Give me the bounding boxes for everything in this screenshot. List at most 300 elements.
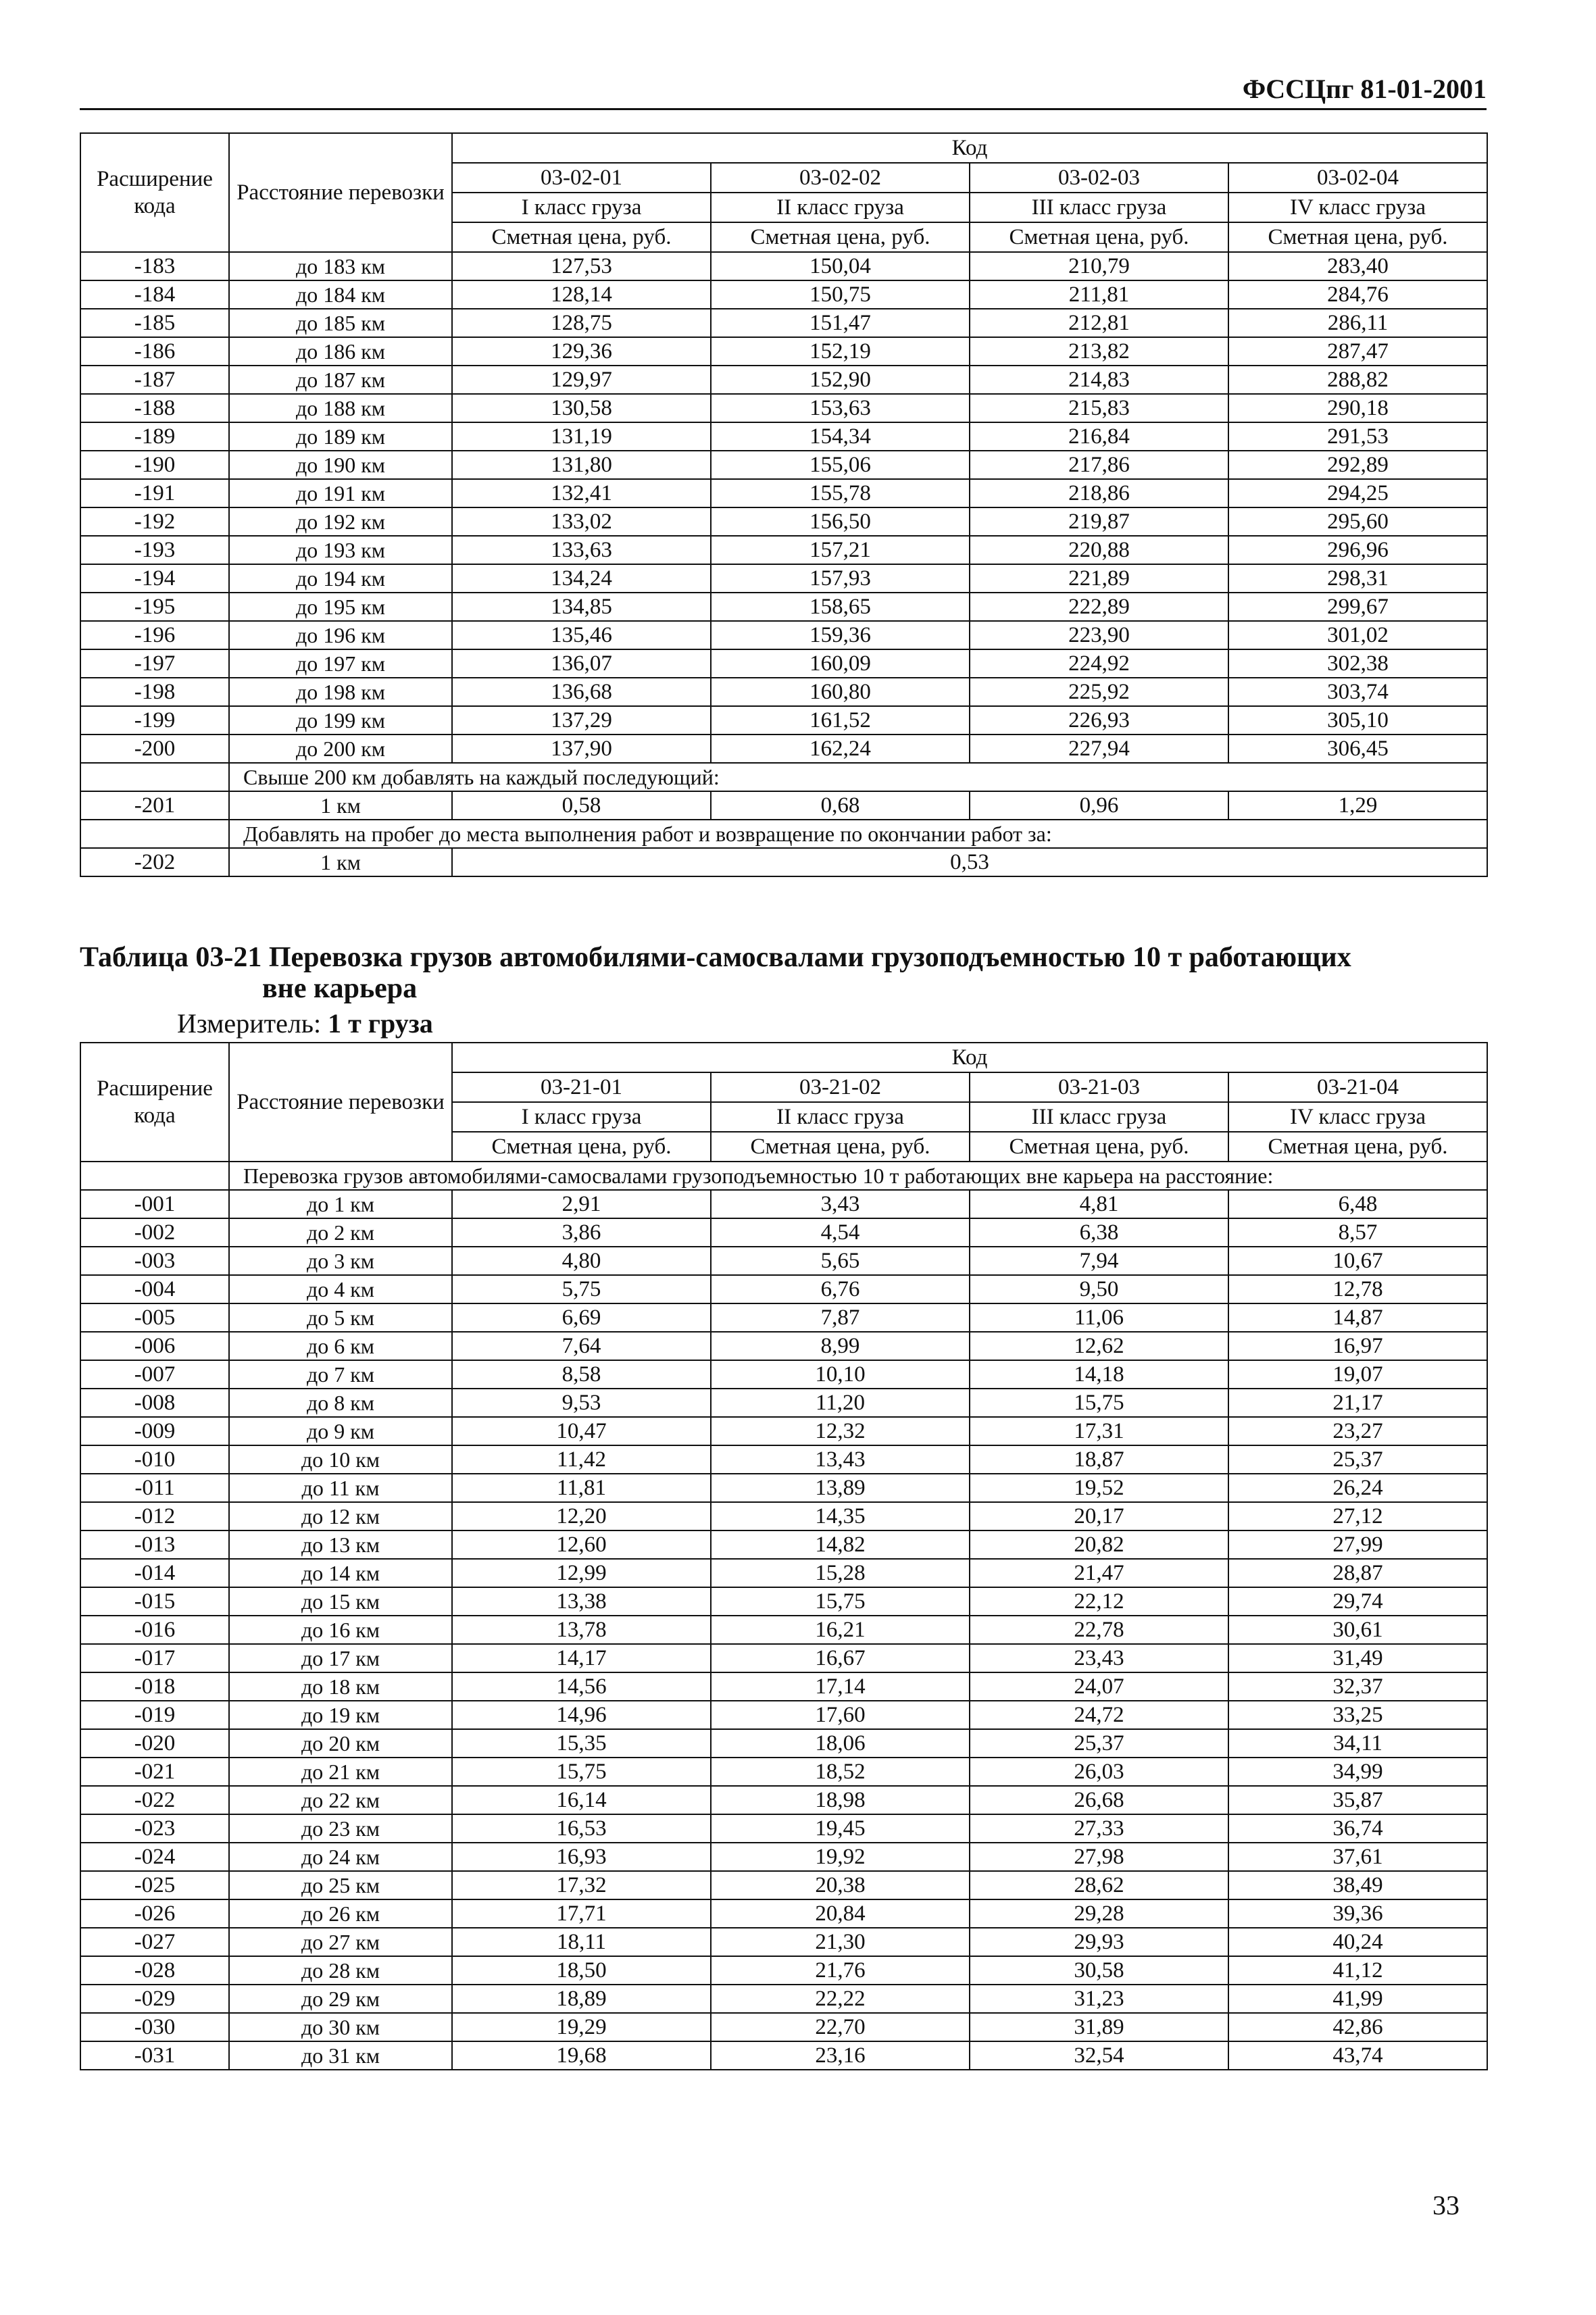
price-cell: 284,76 <box>1228 280 1487 309</box>
row-code: -009 <box>80 1417 229 1445</box>
row-distance: до 196 км <box>229 621 452 649</box>
row-distance: до 192 км <box>229 507 452 536</box>
price-cell: 219,87 <box>970 507 1228 536</box>
price-cell: 34,11 <box>1228 1729 1487 1758</box>
row-distance: до 29 км <box>229 1985 452 2013</box>
price-cell: 152,19 <box>711 337 970 366</box>
price-cell: 21,17 <box>1228 1389 1487 1417</box>
price-cell: 10,10 <box>711 1360 970 1389</box>
price-cell: 36,74 <box>1228 1814 1487 1843</box>
price-cell: 134,24 <box>452 564 711 593</box>
price-cell: 14,35 <box>711 1502 970 1530</box>
price-cell: 19,07 <box>1228 1360 1487 1389</box>
row-code: -018 <box>80 1672 229 1701</box>
price-cell: 18,52 <box>711 1758 970 1786</box>
row-distance: до 7 км <box>229 1360 452 1389</box>
price-cell: 30,61 <box>1228 1616 1487 1644</box>
row-code: -014 <box>80 1559 229 1587</box>
col-header-code: Код <box>452 1043 1487 1072</box>
price-cell: 21,30 <box>711 1928 970 1956</box>
row-code: -200 <box>80 735 229 763</box>
price-cell: 27,12 <box>1228 1502 1487 1530</box>
price-cell: 157,21 <box>711 536 970 564</box>
price-cell: 222,89 <box>970 593 1228 621</box>
price-cell: 18,89 <box>452 1985 711 2013</box>
price-cell: 296,96 <box>1228 536 1487 564</box>
price-cell: 23,27 <box>1228 1417 1487 1445</box>
price-label: Сметная цена, руб. <box>711 1132 970 1162</box>
table-row <box>80 1559 1487 1587</box>
price-cell: 21,47 <box>970 1559 1228 1587</box>
code-header: 03-02-02 <box>711 163 970 193</box>
price-cell: 286,11 <box>1228 309 1487 337</box>
row-distance: до 27 км <box>229 1928 452 1956</box>
price-cell: 22,22 <box>711 1985 970 2013</box>
price-cell: 155,78 <box>711 479 970 507</box>
price-cell: 132,41 <box>452 479 711 507</box>
row-distance: до 183 км <box>229 252 452 280</box>
price-cell: 30,58 <box>970 1956 1228 1985</box>
table-row <box>80 479 1487 507</box>
note-return-trip: Добавлять на пробег до места выполнения работ и возвращение по окончании работ за: <box>229 820 1487 848</box>
price-cell: 158,65 <box>711 593 970 621</box>
price-cell: 152,90 <box>711 366 970 394</box>
price-cell: 214,83 <box>970 366 1228 394</box>
col-header-extension: Расширение кода <box>80 1043 229 1162</box>
measure-unit: 1 т груза <box>328 1008 433 1039</box>
price-cell: 18,11 <box>452 1928 711 1956</box>
table-row <box>80 1218 1487 1247</box>
price-cell: 5,65 <box>711 1247 970 1275</box>
row-code: -004 <box>80 1275 229 1303</box>
price-cell: 19,52 <box>970 1474 1228 1502</box>
price-cell: 211,81 <box>970 280 1228 309</box>
price-cell: 301,02 <box>1228 621 1487 649</box>
price-cell: 299,67 <box>1228 593 1487 621</box>
table-row <box>80 678 1487 706</box>
price-cell: 0,68 <box>711 791 970 820</box>
price-cell: 20,82 <box>970 1530 1228 1559</box>
price-cell: 135,46 <box>452 621 711 649</box>
price-cell: 223,90 <box>970 621 1228 649</box>
price-cell: 7,94 <box>970 1247 1228 1275</box>
row-code: -185 <box>80 309 229 337</box>
class-header: IV класс груза <box>1228 193 1487 222</box>
price-cell: 15,75 <box>452 1758 711 1786</box>
table-row <box>80 2013 1487 2041</box>
price-cell: 13,38 <box>452 1587 711 1616</box>
row-code: -019 <box>80 1701 229 1729</box>
price-cell: 16,53 <box>452 1814 711 1843</box>
price-cell: 26,24 <box>1228 1474 1487 1502</box>
price-cell: 15,75 <box>711 1587 970 1616</box>
table-row <box>80 1247 1487 1275</box>
table-row <box>80 1445 1487 1474</box>
col-header-distance: Расстояние перевозки <box>229 133 452 252</box>
price-cell: 150,75 <box>711 280 970 309</box>
table-row <box>80 1814 1487 1843</box>
code-header: 03-21-02 <box>711 1072 970 1102</box>
table-row <box>80 564 1487 593</box>
row-distance: 1 км <box>229 848 452 876</box>
price-cell: 16,97 <box>1228 1332 1487 1360</box>
price-cell: 11,81 <box>452 1474 711 1502</box>
price-cell: 213,82 <box>970 337 1228 366</box>
row-code: -195 <box>80 593 229 621</box>
row-distance: до 193 км <box>229 536 452 564</box>
row-distance: до 188 км <box>229 394 452 422</box>
table-row <box>80 1303 1487 1332</box>
price-cell: 27,99 <box>1228 1530 1487 1559</box>
class-header: I класс груза <box>452 193 711 222</box>
price-cell: 29,74 <box>1228 1587 1487 1616</box>
price-cell: 26,03 <box>970 1758 1228 1786</box>
row-distance: до 184 км <box>229 280 452 309</box>
row-distance: до 15 км <box>229 1587 452 1616</box>
row-distance: до 21 км <box>229 1758 452 1786</box>
row-code: -027 <box>80 1928 229 1956</box>
row-code: -002 <box>80 1218 229 1247</box>
price-cell: 127,53 <box>452 252 711 280</box>
row-code: -197 <box>80 649 229 678</box>
row-code: -192 <box>80 507 229 536</box>
row-distance: до 190 км <box>229 451 452 479</box>
row-code: -001 <box>80 1190 229 1218</box>
row-distance: до 189 км <box>229 422 452 451</box>
table-row <box>80 507 1487 536</box>
row-distance: до 18 км <box>229 1672 452 1701</box>
price-cell: 133,63 <box>452 536 711 564</box>
price-cell: 298,31 <box>1228 564 1487 593</box>
price-cell: 19,45 <box>711 1814 970 1843</box>
table-row <box>80 1530 1487 1559</box>
price-cell: 225,92 <box>970 678 1228 706</box>
price-cell: 9,50 <box>970 1275 1228 1303</box>
class-header: I класс груза <box>452 1102 711 1132</box>
price-label: Сметная цена, руб. <box>452 222 711 252</box>
table-row <box>80 593 1487 621</box>
price-label: Сметная цена, руб. <box>970 1132 1228 1162</box>
row-code: -028 <box>80 1956 229 1985</box>
code-header: 03-02-01 <box>452 163 711 193</box>
price-cell: 1,29 <box>1228 791 1487 820</box>
price-cell: 155,06 <box>711 451 970 479</box>
row-code: -202 <box>80 848 229 876</box>
price-cell: 162,24 <box>711 735 970 763</box>
row-code: -010 <box>80 1445 229 1474</box>
price-cell: 12,32 <box>711 1417 970 1445</box>
row-code: -189 <box>80 422 229 451</box>
row-code: -025 <box>80 1871 229 1899</box>
price-cell: 28,87 <box>1228 1559 1487 1587</box>
price-cell: 17,32 <box>452 1871 711 1899</box>
price-cell: 40,24 <box>1228 1928 1487 1956</box>
price-cell: 11,20 <box>711 1389 970 1417</box>
table-row <box>80 1389 1487 1417</box>
table-row <box>80 706 1487 735</box>
row-code: -201 <box>80 791 229 820</box>
price-cell: 19,29 <box>452 2013 711 2041</box>
row-distance: до 17 км <box>229 1644 452 1672</box>
price-cell: 306,45 <box>1228 735 1487 763</box>
price-cell: 22,12 <box>970 1587 1228 1616</box>
price-cell: 7,64 <box>452 1332 711 1360</box>
table-row <box>80 451 1487 479</box>
price-cell: 283,40 <box>1228 252 1487 280</box>
row-code: -031 <box>80 2041 229 2070</box>
row-distance: до 198 км <box>229 678 452 706</box>
price-cell: 130,58 <box>452 394 711 422</box>
table-row <box>80 1502 1487 1530</box>
price-cell: 20,84 <box>711 1899 970 1928</box>
price-cell: 37,61 <box>1228 1843 1487 1871</box>
price-cell: 27,33 <box>970 1814 1228 1843</box>
table-row <box>80 422 1487 451</box>
price-cell: 288,82 <box>1228 366 1487 394</box>
row-code: -029 <box>80 1985 229 2013</box>
price-label: Сметная цена, руб. <box>1228 222 1487 252</box>
table-row <box>80 1417 1487 1445</box>
table-row <box>80 1928 1487 1956</box>
table-row <box>80 1332 1487 1360</box>
table-row <box>80 1758 1487 1786</box>
price-label: Сметная цена, руб. <box>1228 1132 1487 1162</box>
price-cell: 131,19 <box>452 422 711 451</box>
price-cell: 18,06 <box>711 1729 970 1758</box>
code-header: 03-21-03 <box>970 1072 1228 1102</box>
price-cell: 18,87 <box>970 1445 1228 1474</box>
table-row <box>80 1786 1487 1814</box>
note-over-200: Свыше 200 км добавлять на каждый последующий: <box>229 763 1487 791</box>
row-distance: до 186 км <box>229 337 452 366</box>
class-header: III класс груза <box>970 1102 1228 1132</box>
section-note: Перевозка грузов автомобилями-самосвалами грузоподъемностью 10 т работающих вне карьера на расстояние: <box>229 1162 1487 1190</box>
empty-cell <box>80 820 229 848</box>
row-code: -017 <box>80 1644 229 1672</box>
price-cell: 18,50 <box>452 1956 711 1985</box>
price-label: Сметная цена, руб. <box>711 222 970 252</box>
price-cell: 15,35 <box>452 1729 711 1758</box>
price-cell: 16,21 <box>711 1616 970 1644</box>
price-cell: 24,72 <box>970 1701 1228 1729</box>
price-cell: 38,49 <box>1228 1871 1487 1899</box>
row-distance: до 194 км <box>229 564 452 593</box>
price-table-03-21 <box>80 1042 1488 2070</box>
price-cell: 43,74 <box>1228 2041 1487 2070</box>
price-cell: 20,17 <box>970 1502 1228 1530</box>
row-code: -020 <box>80 1729 229 1758</box>
row-code: -188 <box>80 394 229 422</box>
price-cell: 292,89 <box>1228 451 1487 479</box>
row-distance: до 5 км <box>229 1303 452 1332</box>
table-row <box>80 1644 1487 1672</box>
price-cell: 226,93 <box>970 706 1228 735</box>
col-header-code: Код <box>452 133 1487 163</box>
price-cell: 8,57 <box>1228 1218 1487 1247</box>
price-cell: 31,23 <box>970 1985 1228 2013</box>
row-distance: до 16 км <box>229 1616 452 1644</box>
row-distance: до 20 км <box>229 1729 452 1758</box>
price-cell: 216,84 <box>970 422 1228 451</box>
price-cell-merged: 0,53 <box>452 848 1487 876</box>
price-cell: 20,38 <box>711 1871 970 1899</box>
row-distance: до 28 км <box>229 1956 452 1985</box>
price-cell: 29,93 <box>970 1928 1228 1956</box>
price-cell: 14,87 <box>1228 1303 1487 1332</box>
price-cell: 4,54 <box>711 1218 970 1247</box>
row-distance: до 8 км <box>229 1389 452 1417</box>
row-distance: до 4 км <box>229 1275 452 1303</box>
row-code: -011 <box>80 1474 229 1502</box>
price-cell: 34,99 <box>1228 1758 1487 1786</box>
table-row <box>80 1616 1487 1644</box>
price-cell: 136,07 <box>452 649 711 678</box>
row-code: -024 <box>80 1843 229 1871</box>
row-code: -021 <box>80 1758 229 1786</box>
row-code: -194 <box>80 564 229 593</box>
code-header: 03-21-01 <box>452 1072 711 1102</box>
table-row <box>80 1275 1487 1303</box>
price-cell: 160,09 <box>711 649 970 678</box>
table-title-line2: вне карьера <box>262 973 418 1004</box>
price-cell: 305,10 <box>1228 706 1487 735</box>
price-cell: 15,28 <box>711 1559 970 1587</box>
price-cell: 33,25 <box>1228 1701 1487 1729</box>
price-cell: 22,70 <box>711 2013 970 2041</box>
row-code: -184 <box>80 280 229 309</box>
price-cell: 10,67 <box>1228 1247 1487 1275</box>
row-distance: до 12 км <box>229 1502 452 1530</box>
price-cell: 294,25 <box>1228 479 1487 507</box>
code-header: 03-02-03 <box>970 163 1228 193</box>
row-distance: до 3 км <box>229 1247 452 1275</box>
document-code: ФССЦпг 81-01-2001 <box>1242 74 1487 104</box>
row-code: -006 <box>80 1332 229 1360</box>
table-title <box>80 942 1487 1004</box>
price-cell: 295,60 <box>1228 507 1487 536</box>
measure-line <box>177 1009 433 1039</box>
row-code: -012 <box>80 1502 229 1530</box>
price-cell: 42,86 <box>1228 2013 1487 2041</box>
row-code: -016 <box>80 1616 229 1644</box>
price-cell: 25,37 <box>1228 1445 1487 1474</box>
price-cell: 19,68 <box>452 2041 711 2070</box>
price-cell: 215,83 <box>970 394 1228 422</box>
price-cell: 29,28 <box>970 1899 1228 1928</box>
row-distance: до 197 км <box>229 649 452 678</box>
code-header: 03-21-04 <box>1228 1072 1487 1102</box>
price-cell: 39,36 <box>1228 1899 1487 1928</box>
price-cell: 12,20 <box>452 1502 711 1530</box>
row-distance: до 13 км <box>229 1530 452 1559</box>
price-cell: 14,18 <box>970 1360 1228 1389</box>
price-cell: 131,80 <box>452 451 711 479</box>
price-cell: 27,98 <box>970 1843 1228 1871</box>
row-distance: до 14 км <box>229 1559 452 1587</box>
price-cell: 0,96 <box>970 791 1228 820</box>
empty-cell <box>80 763 229 791</box>
row-code: -183 <box>80 252 229 280</box>
price-cell: 13,78 <box>452 1616 711 1644</box>
row-code: -023 <box>80 1814 229 1843</box>
price-cell: 22,78 <box>970 1616 1228 1644</box>
table-row <box>80 337 1487 366</box>
row-code: -008 <box>80 1389 229 1417</box>
price-cell: 4,80 <box>452 1247 711 1275</box>
price-cell: 11,42 <box>452 1445 711 1474</box>
price-cell: 156,50 <box>711 507 970 536</box>
price-cell: 17,60 <box>711 1701 970 1729</box>
price-cell: 16,93 <box>452 1843 711 1871</box>
price-cell: 16,67 <box>711 1644 970 1672</box>
price-cell: 151,47 <box>711 309 970 337</box>
table-row <box>80 1729 1487 1758</box>
price-cell: 23,43 <box>970 1644 1228 1672</box>
col-header-distance: Расстояние перевозки <box>229 1043 452 1162</box>
price-cell: 160,80 <box>711 678 970 706</box>
price-cell: 13,89 <box>711 1474 970 1502</box>
table-row <box>80 1587 1487 1616</box>
table-row <box>80 1672 1487 1701</box>
row-code: -193 <box>80 536 229 564</box>
empty-cell <box>80 1162 229 1190</box>
row-code: -003 <box>80 1247 229 1275</box>
row-distance: до 23 км <box>229 1814 452 1843</box>
table-row <box>80 280 1487 309</box>
price-cell: 11,06 <box>970 1303 1228 1332</box>
price-cell: 12,62 <box>970 1332 1228 1360</box>
price-cell: 23,16 <box>711 2041 970 2070</box>
row-distance: до 195 км <box>229 593 452 621</box>
row-code: -196 <box>80 621 229 649</box>
price-cell: 32,54 <box>970 2041 1228 2070</box>
price-table-03-02 <box>80 132 1488 877</box>
price-cell: 287,47 <box>1228 337 1487 366</box>
row-distance: до 19 км <box>229 1701 452 1729</box>
row-code: -026 <box>80 1899 229 1928</box>
table-row <box>80 1956 1487 1985</box>
price-cell: 17,71 <box>452 1899 711 1928</box>
row-code: -013 <box>80 1530 229 1559</box>
price-cell: 7,87 <box>711 1303 970 1332</box>
row-distance: до 30 км <box>229 2013 452 2041</box>
price-cell: 212,81 <box>970 309 1228 337</box>
price-cell: 128,75 <box>452 309 711 337</box>
class-header: IV класс груза <box>1228 1102 1487 1132</box>
price-cell: 13,43 <box>711 1445 970 1474</box>
table-row <box>80 1843 1487 1871</box>
row-distance: до 25 км <box>229 1871 452 1899</box>
price-cell: 6,69 <box>452 1303 711 1332</box>
page-number: 33 <box>1432 2190 1460 2220</box>
price-cell: 10,47 <box>452 1417 711 1445</box>
price-cell: 21,76 <box>711 1956 970 1985</box>
price-cell: 133,02 <box>452 507 711 536</box>
price-cell: 5,75 <box>452 1275 711 1303</box>
row-distance: до 200 км <box>229 735 452 763</box>
price-cell: 32,37 <box>1228 1672 1487 1701</box>
table-row <box>80 1190 1487 1218</box>
price-cell: 137,29 <box>452 706 711 735</box>
table-row <box>80 366 1487 394</box>
table-row <box>80 621 1487 649</box>
price-cell: 210,79 <box>970 252 1228 280</box>
table-row <box>80 1985 1487 2013</box>
price-cell: 31,49 <box>1228 1644 1487 1672</box>
table-row <box>80 649 1487 678</box>
row-code: -005 <box>80 1303 229 1332</box>
row-distance: до 6 км <box>229 1332 452 1360</box>
